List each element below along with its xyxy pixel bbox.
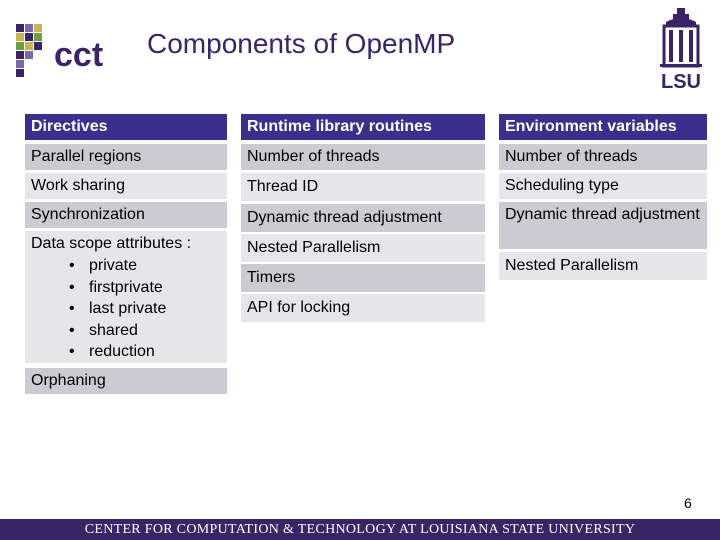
environment-item-dynamic-thread-adjustment: Dynamic thread adjustment (499, 202, 707, 249)
environment-item-scheduling-type: Scheduling type (499, 173, 707, 199)
cct-logo-text: cct (54, 36, 104, 74)
directives-item-work-sharing: Work sharing (25, 173, 227, 199)
data-scope-item: • last private (69, 298, 221, 320)
directives-item-orphaning: Orphaning (25, 368, 227, 394)
environment-item-nested-parallelism: Nested Parallelism (499, 252, 707, 280)
runtime-item-nested-parallelism: Nested Parallelism (241, 234, 485, 262)
lsu-logo (650, 6, 712, 92)
environment-header: Environment variables (499, 114, 707, 140)
slide-title: Components of OpenMP (147, 28, 456, 59)
directives-data-scope (25, 231, 227, 363)
data-scope-list (31, 255, 221, 363)
data-scope-label: Data scope attributes : (31, 235, 192, 252)
lsu-logo-text: LSU (661, 71, 701, 92)
environment-item-number-of-threads: Number of threads (499, 144, 707, 170)
runtime-item-timers: Timers (241, 264, 485, 292)
runtime-item-api-for-locking: API for locking (241, 294, 485, 322)
runtime-item-number-of-threads: Number of threads (241, 144, 485, 170)
data-scope-item: • shared (69, 320, 221, 342)
directives-item-synchronization: Synchronization (25, 202, 227, 228)
page-number: 6 (684, 495, 692, 511)
directives-item-parallel-regions: Parallel regions (25, 144, 227, 170)
data-scope-item: • private (69, 255, 221, 277)
data-scope-item: • reduction (69, 341, 221, 363)
runtime-item-thread-id: Thread ID (241, 173, 485, 201)
directives-header: Directives (25, 114, 227, 140)
runtime-header: Runtime library routines (241, 114, 485, 140)
footer-bar: CENTER FOR COMPUTATION & TECHNOLOGY AT LOUISIANA STATE UNIVERSITY (0, 519, 720, 540)
data-scope-item: • firstprivate (69, 277, 221, 299)
runtime-item-dynamic-thread-adjustment: Dynamic thread adjustment (241, 204, 485, 232)
cct-logo (14, 22, 126, 82)
